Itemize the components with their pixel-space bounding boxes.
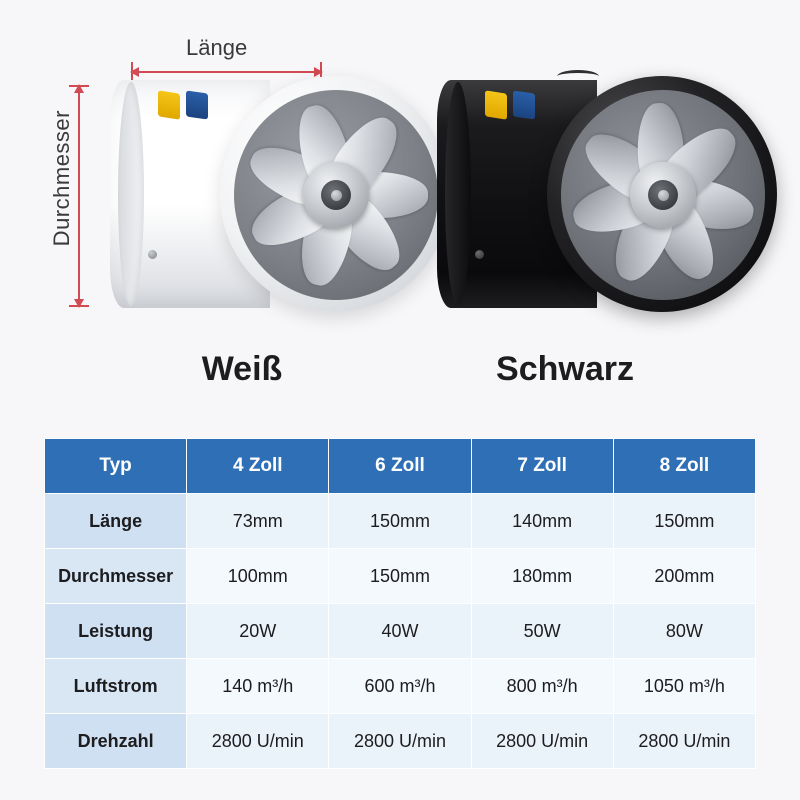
table-row xyxy=(45,549,756,604)
length-tick-left xyxy=(131,62,133,82)
cell-leistung-7: 50W xyxy=(471,604,613,659)
table-row xyxy=(45,714,756,769)
cell-leistung-6: 40W xyxy=(329,604,471,659)
fan-hub-screw-icon xyxy=(331,190,342,201)
power-wire xyxy=(557,70,599,83)
row-label-leistung: Leistung xyxy=(45,604,187,659)
row-label-luftstrom: Luftstrom xyxy=(45,659,187,714)
cell-laenge-8: 150mm xyxy=(613,494,755,549)
cell-laenge-6: 150mm xyxy=(329,494,471,549)
header-4-zoll: 4 Zoll xyxy=(187,439,329,494)
table-header-row xyxy=(45,439,756,494)
cell-durchmesser-7: 180mm xyxy=(471,549,613,604)
cell-leistung-4: 20W xyxy=(187,604,329,659)
black-fan-housing-edge xyxy=(445,82,471,306)
table-row xyxy=(45,659,756,714)
length-dimension-label: Länge xyxy=(186,35,248,60)
spec-table-body xyxy=(45,494,756,769)
cell-drehzahl-8: 2800 U/min xyxy=(613,714,755,769)
yellow-label-sticker xyxy=(158,90,180,119)
header-8-zoll: 8 Zoll xyxy=(613,439,755,494)
table-row xyxy=(45,604,756,659)
spec-table-head xyxy=(45,439,756,494)
white-fan-housing-edge xyxy=(118,82,144,306)
yellow-label-sticker xyxy=(485,90,507,119)
cell-durchmesser-4: 100mm xyxy=(187,549,329,604)
cell-luftstrom-7: 800 m³/h xyxy=(471,659,613,714)
cell-drehzahl-4: 2800 U/min xyxy=(187,714,329,769)
cell-luftstrom-8: 1050 m³/h xyxy=(613,659,755,714)
header-6-zoll: 6 Zoll xyxy=(329,439,471,494)
cell-durchmesser-6: 150mm xyxy=(329,549,471,604)
cell-drehzahl-6: 2800 U/min xyxy=(329,714,471,769)
cell-laenge-7: 140mm xyxy=(471,494,613,549)
black-fan-caption: Schwarz xyxy=(496,350,634,388)
fan-hub-screw-icon xyxy=(658,190,669,201)
blue-label-sticker xyxy=(513,90,535,119)
row-label-durchmesser: Durchmesser xyxy=(45,549,187,604)
fan-hub xyxy=(630,162,696,228)
housing-screw-icon xyxy=(148,250,157,259)
table-row xyxy=(45,494,756,549)
diameter-tick-bottom xyxy=(69,305,89,307)
header-7-zoll: 7 Zoll xyxy=(471,439,613,494)
diameter-dimension-label: Durchmesser xyxy=(49,110,74,247)
cell-luftstrom-4: 140 m³/h xyxy=(187,659,329,714)
length-dimension-arrow xyxy=(131,71,322,73)
white-fan-impeller xyxy=(234,90,438,300)
cell-drehzahl-7: 2800 U/min xyxy=(471,714,613,769)
cell-durchmesser-8: 200mm xyxy=(613,549,755,604)
white-fan-caption: Weiß xyxy=(201,350,283,388)
black-fan-impeller xyxy=(561,90,765,300)
spec-table-container xyxy=(44,438,756,769)
cell-laenge-4: 73mm xyxy=(187,494,329,549)
blue-label-sticker xyxy=(186,90,208,119)
fan-hub xyxy=(303,162,369,228)
cell-leistung-8: 80W xyxy=(613,604,755,659)
row-label-laenge: Länge xyxy=(45,494,187,549)
spec-table xyxy=(44,438,756,769)
row-label-drehzahl: Drehzahl xyxy=(45,714,187,769)
housing-screw-icon xyxy=(475,250,484,259)
header-type: Typ xyxy=(45,439,187,494)
cell-luftstrom-6: 600 m³/h xyxy=(329,659,471,714)
diameter-dimension-arrow xyxy=(78,85,80,307)
diameter-tick-top xyxy=(69,85,89,87)
